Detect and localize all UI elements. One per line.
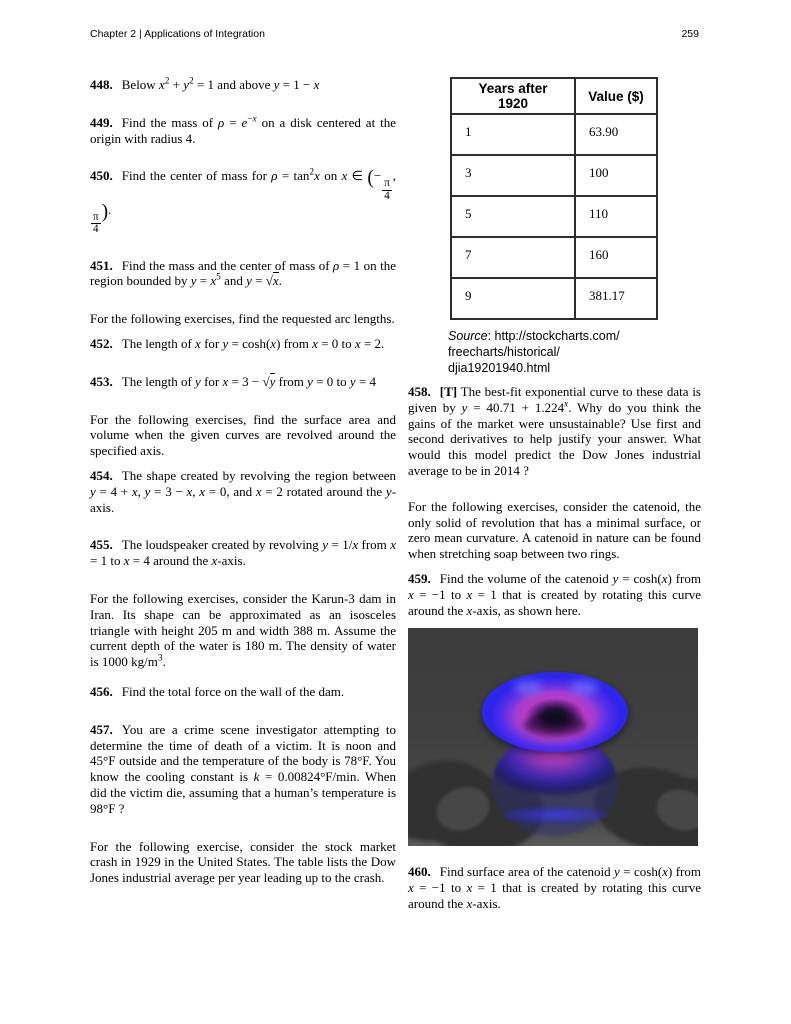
- exercise-text: The length of y for x = 3 − √y from y = 0 to y = 4: [121, 373, 377, 389]
- exercise-453: [90, 374, 396, 390]
- exercise-450: [90, 168, 396, 235]
- catenoid-bowl: [482, 672, 628, 752]
- exercise-text: Below $x^2 + y^2 = 1$ and above y = 1 − x: [121, 76, 320, 92]
- table-row: [451, 196, 657, 237]
- directive-stock-crash: For the following exercise, consider the stock market crash in 1929 in the United States. The table lists the Dow Jones industrial average per year leading up to the crash.: [90, 838, 396, 886]
- exercise-text: The loudspeaker created by revolving y = 1/x from x = 1 to x = 4 around the x-axis.: [90, 537, 396, 569]
- directive-karun-dam: For the following exercises, consider the Karun-3 dam in Iran. Its shape can be approximated as an isosceles triangle with height 205 m and width 388 m. Assume the current depth of the water is 180 m. The density of water is 1000 $kg/m^3$.: [90, 590, 396, 670]
- exercise-number: 453.: [90, 373, 113, 389]
- exercise-455: [90, 537, 396, 569]
- table-cell: 7: [451, 237, 575, 278]
- table-cell: 110: [575, 196, 657, 237]
- exercise-460: [408, 864, 701, 911]
- exercise-number: 450.: [90, 168, 113, 184]
- exercise-number: 448.: [90, 77, 113, 92]
- directive-surface-volume: For the following exercises, find the surface area and volume when the given curves are revolved around the specified axis.: [90, 411, 396, 459]
- table-cell: 1: [451, 114, 575, 155]
- page-number: 259: [681, 28, 699, 40]
- exercise-text: Find the center of mass for $\rho = \tan^2x$ on x ∈ (− $\frac{\pi}{4}$ , $\frac{\pi}{4}$ ).: [93, 167, 397, 236]
- table-header-cell: Value ($): [575, 78, 657, 114]
- table-cell: 381.17: [575, 278, 657, 319]
- directive-catenoid: For the following exercises, consider the catenoid, the only solid of revolution that has a minimal surface, or zero mean curvature. A catenoid in nature can be found when stretching soap between two rings.: [408, 498, 701, 562]
- exercise-448: [90, 77, 396, 93]
- table-cell: 100: [575, 155, 657, 196]
- exercise-text: Find the mass of $\rho = e^{-x}$ on a disk centered at the origin with radius 4.: [90, 114, 396, 146]
- table-cell: 9: [451, 278, 575, 319]
- exercise-text: Find the mass and the center of mass of ρ = 1 on the region bounded by $y = x^5$ and y = √x.: [90, 257, 396, 289]
- exercise-number: 451.: [90, 257, 113, 273]
- exercise-452: [90, 336, 396, 352]
- exercise-number: 455.: [90, 537, 113, 553]
- running-header: [90, 28, 699, 40]
- exercise-number: 458.: [408, 384, 431, 399]
- table-row: [451, 155, 657, 196]
- exercise-number: 457.: [90, 721, 113, 737]
- exercise-number: 454.: [90, 467, 113, 483]
- dow-jones-table: [450, 77, 658, 320]
- exercise-459: [408, 571, 701, 618]
- table-row: [451, 114, 657, 155]
- exercise-text: The length of x for y = cosh(x) from x = 0 to x = 2.: [121, 335, 385, 351]
- chapter-title: Chapter 2 | Applications of Integration: [90, 28, 265, 40]
- catenoid-figure: [408, 628, 698, 846]
- exercise-text: Find surface area of the catenoid y = cosh(x) from x = −1 to x = 1 that is created by rotating this curve around the x-axis.: [408, 864, 702, 911]
- exercise-451: [90, 258, 396, 290]
- table-cell: 3: [451, 155, 575, 196]
- left-column: [90, 72, 396, 934]
- exercise-457: [90, 722, 396, 817]
- exercise-number: 460.: [408, 864, 431, 880]
- table-row: [451, 237, 657, 278]
- exercise-text: You are a crime scene investigator attempting to determine the time of death of a victim. It is noon and 45°F outside and the temperature of the body is 78°F. You know the cooling constant is k = 0.00824°F/min. When did the victim die, assuming that a human’s temperature is 98°F ?: [90, 721, 396, 816]
- exercise-458: [408, 384, 701, 479]
- right-column: [408, 72, 701, 934]
- table-row: [451, 278, 657, 319]
- directive-arc-lengths: For the following exercises, find the requested arc lengths.: [90, 311, 395, 327]
- exercise-number: 452.: [90, 335, 113, 351]
- exercise-number: 456.: [90, 683, 113, 699]
- exercise-text: Find the volume of the catenoid y = cosh(x) from x = −1 to x = 1 that is created by rotating this curve around the x-axis, as shown here.: [408, 570, 702, 618]
- exercise-text: [T] The best-fit exponential curve to these data is given by $y = 40.71 + 1.224^x$. Why do you think the gains of the market were unsustainable? Use first and second derivatives to help justify your answer. What would this model predict the Dow Jones industrial average to be in 2014 ?: [408, 384, 702, 478]
- source-citation: Source: http://stockcharts.com/ freecharts/historical/ djia19201940.html: [448, 329, 620, 375]
- table-header-cell: Years after 1920: [451, 78, 575, 114]
- exercise-449: [90, 115, 396, 147]
- exercise-number: 459.: [408, 570, 431, 586]
- two-column-body: [90, 72, 701, 934]
- table-cell: 5: [451, 196, 575, 237]
- table-cell: 160: [575, 237, 657, 278]
- exercise-number: 449.: [90, 114, 113, 130]
- exercise-456: [90, 684, 396, 700]
- exercise-text: Find the total force on the wall of the dam.: [121, 683, 345, 699]
- table-cell: 63.90: [575, 114, 657, 155]
- exercise-454: [90, 468, 396, 515]
- table-header-row: [451, 78, 657, 114]
- exercise-text: The shape created by revolving the region between y = 4 + x, y = 3 − x, x = 0, and x = 2 rotated around the y-axis.: [90, 467, 397, 515]
